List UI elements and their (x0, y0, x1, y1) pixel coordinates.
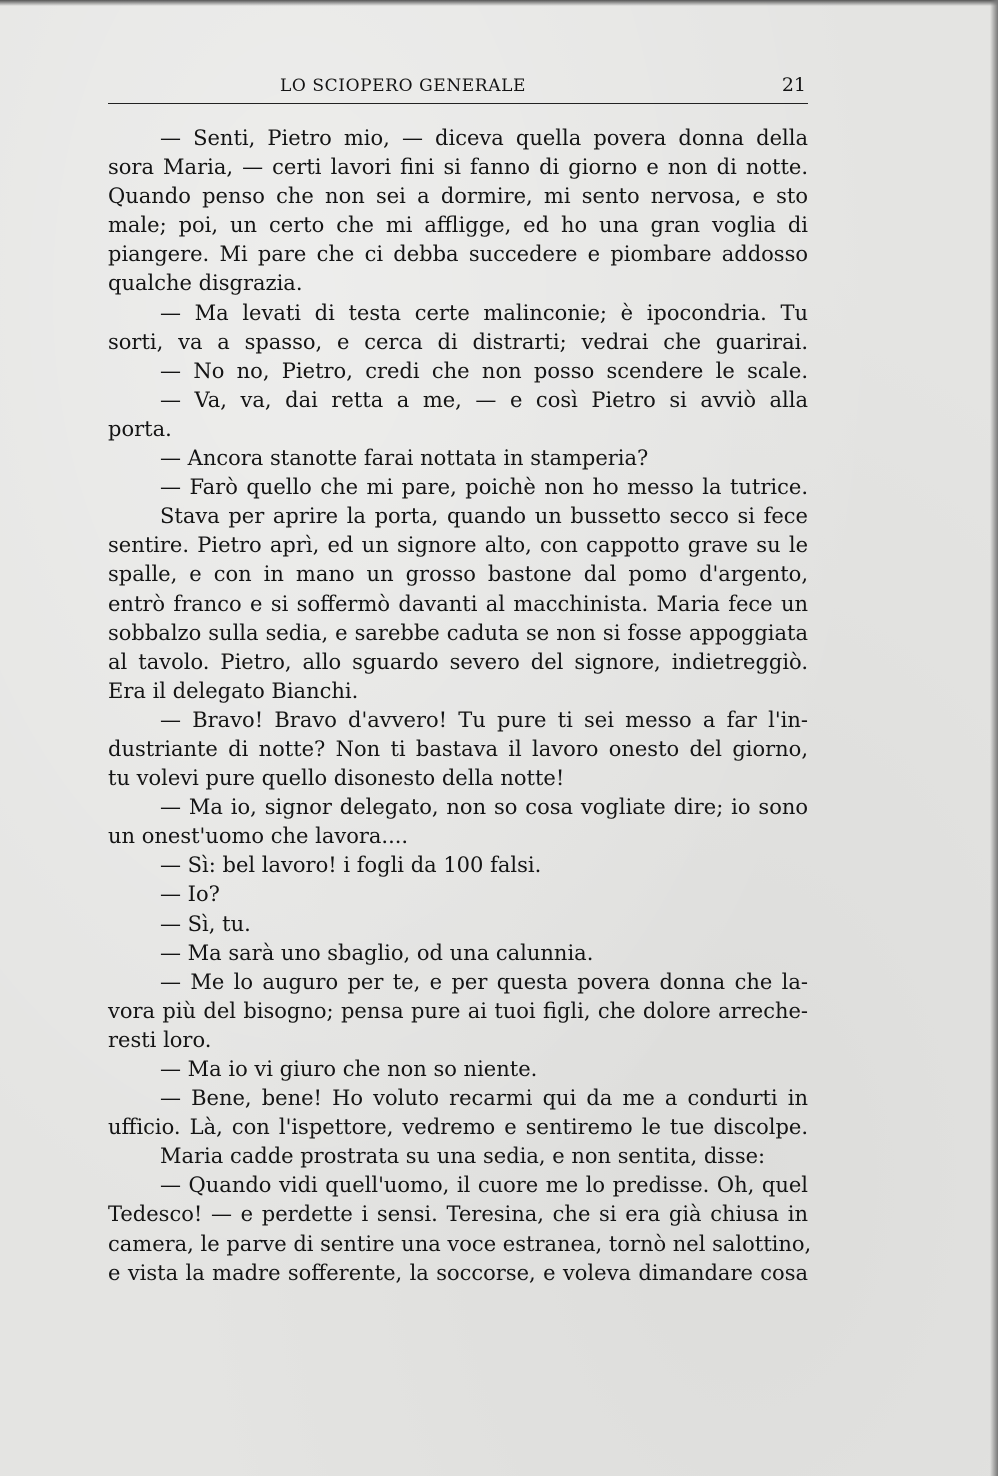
page-right-shadow (990, 0, 998, 1476)
text-line: camera, le parve di sentire una voce estranea, tornò nel salottino, (108, 1231, 812, 1256)
text-line: — Ma io vi giuro che non so niente. (160, 1057, 538, 1081)
text-line: qualche disgrazia. (108, 271, 303, 296)
text-line: sentire. Pietro aprì, ed un signore alto, con cappotto grave su le (108, 533, 808, 558)
text-line: Stava per aprire la porta, quando un bussetto secco si fece (160, 504, 808, 529)
text-line: — No no, Pietro, credi che non posso scendere le scale. (160, 358, 808, 383)
header-rule (108, 103, 808, 104)
text-line: sora Maria, — certi lavori fini si fanno di giorno e non di notte. (108, 155, 808, 180)
page-number: 21 (781, 74, 806, 96)
text-line: — Bravo! Bravo d'avvero! Tu pure ti sei messo a far l'in- (160, 707, 808, 732)
body-text (108, 124, 812, 1288)
text-line: tu volevi pure quello disonesto della notte! (108, 766, 565, 791)
text-line: — Ma levati di testa certe malinconie; è ipocondria. Tu (160, 300, 808, 325)
running-title: LO SCIOPERO GENERALE (280, 76, 526, 96)
text-line: Maria cadde prostrata su una sedia, e non sentita, disse: (160, 1144, 766, 1169)
page-top-shadow (0, 0, 998, 6)
text-line: Tedesco! — e perdette i sensi. Teresina, che si era già chiusa in (108, 1202, 808, 1227)
text-line: — Ma io, signor delegato, non so cosa vogliate dire; io sono (160, 795, 808, 820)
text-line: — Sì, tu. (160, 911, 251, 936)
text-line: — Va, va, dai retta a me, — e così Pietro si avviò alla (160, 387, 808, 412)
text-line: spalle, e con in mano un grosso bastone dal pomo d'argento, (108, 562, 808, 587)
text-line: — Sì: bel lavoro! i fogli da 100 falsi. (160, 853, 542, 878)
text-line: — Senti, Pietro mio, — diceva quella povera donna della (160, 126, 808, 150)
text-line: sobbalzo sulla sedia, e sarebbe caduta se non si fosse appoggiata (108, 620, 808, 645)
text-line: un onest'uomo che lavora.... (108, 824, 409, 849)
text-line: porta. (108, 416, 172, 441)
text-line: — Ma sarà uno sbaglio, od una calunnia. (160, 940, 594, 965)
text-line: male; poi, un certo che mi affligge, ed ho una gran voglia di (108, 213, 808, 238)
text-line: e vista la madre sofferente, la soccorse, e voleva dimandare cosa (108, 1260, 808, 1285)
text-line: vora più del bisogno; pensa pure ai tuoi figli, che dolore arreche- (108, 998, 808, 1023)
text-line: al tavolo. Pietro, allo sguardo severo del signore, indietreggiò. (108, 649, 808, 674)
text-line: entrò franco e si soffermò davanti al macchinista. Maria fece un (108, 591, 808, 616)
text-line: — Me lo auguro per te, e per questa povera donna che la- (160, 969, 808, 994)
text-line: — Quando vidi quell'uomo, il cuore me lo predisse. Oh, quel (160, 1173, 808, 1198)
text-line: — Bene, bene! Ho voluto recarmi qui da me a condurti in (160, 1086, 808, 1111)
text-line: Quando penso che non sei a dormire, mi sento nervosa, e sto (108, 184, 808, 209)
running-head (108, 74, 808, 106)
text-line: piangere. Mi pare che ci debba succedere e piombare addosso (108, 242, 808, 267)
text-line: sorti, va a spasso, e cerca di distrarti; vedrai che guarirai. (108, 329, 808, 354)
text-line: — Ancora stanotte farai nottata in stamperia? (160, 446, 649, 471)
text-line: resti loro. (108, 1027, 212, 1052)
text-line: ufficio. Là, con l'ispettore, vedremo e sentiremo le tue discolpe. (108, 1115, 808, 1140)
text-line: — Io? (160, 882, 220, 907)
text-line: Era il delegato Bianchi. (108, 678, 359, 703)
text-line: — Farò quello che mi pare, poichè non ho messo la tutrice. (160, 475, 808, 500)
text-line: dustriante di notte? Non ti bastava il lavoro onesto del giorno, (108, 736, 808, 761)
